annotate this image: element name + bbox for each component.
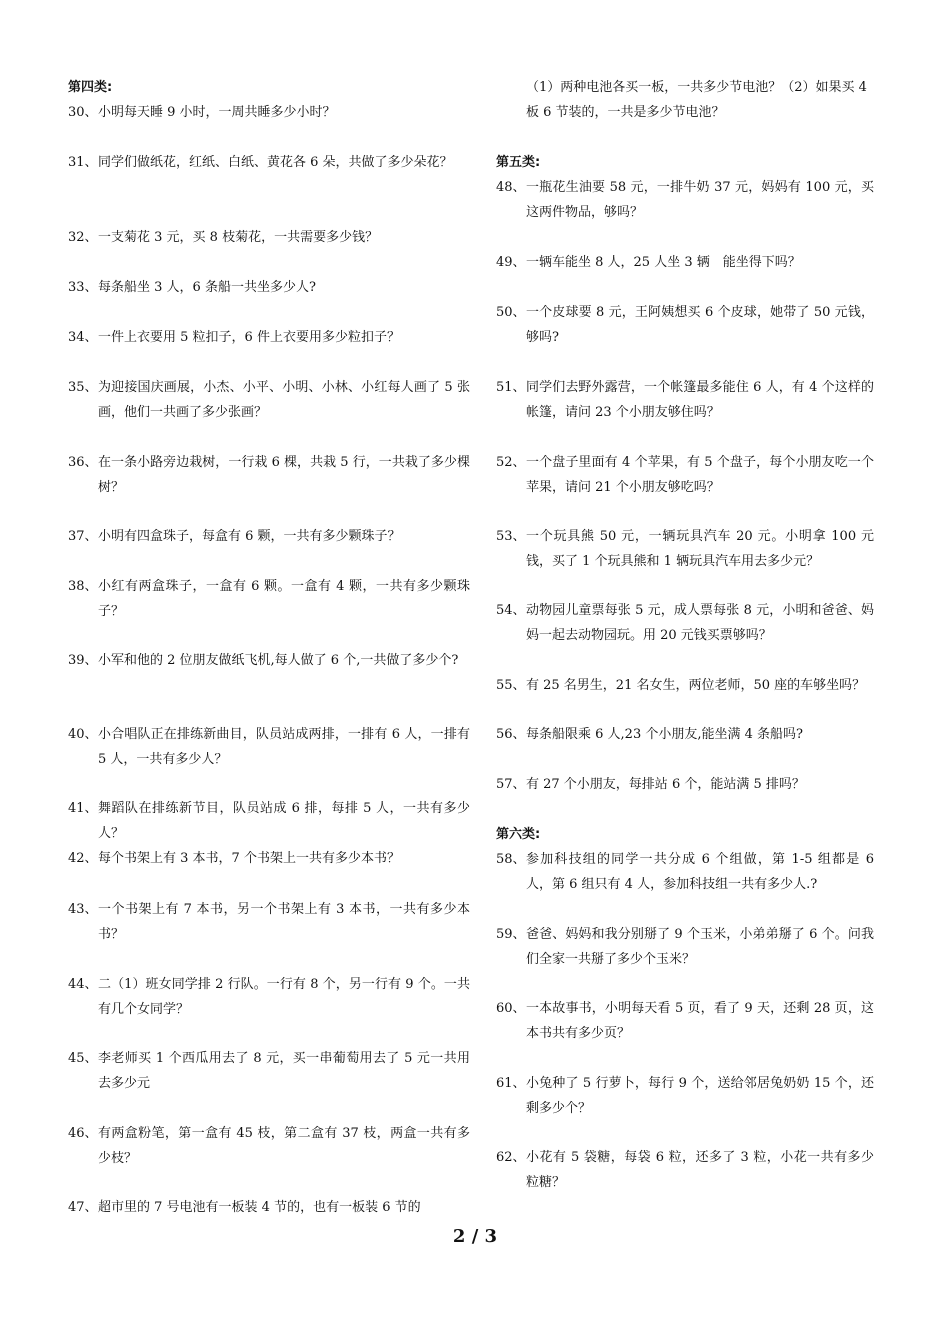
section-heading-6: 第六类: <box>496 827 541 842</box>
question-number: 58、 <box>496 852 526 867</box>
question-45 <box>68 1046 470 1096</box>
question-text: 有两盒粉笔，第一盒有 45 枝，第二盒有 37 枝，两盒一共有多少枝？ <box>98 1126 470 1166</box>
question-number: 37、 <box>68 529 98 544</box>
question-text: 李老师买 1 个西瓜用去了 8 元，买一串葡萄用去了 5 元一共用去多少元 <box>98 1051 470 1091</box>
question-39 <box>68 648 470 673</box>
question-text: 小红有两盒珠子，一盒有 6 颗。一盒有 4 颗，一共有多少颗珠子？ <box>98 579 470 619</box>
question-51 <box>496 375 874 425</box>
question-number: 62、 <box>496 1150 526 1165</box>
question-number: 44、 <box>68 977 98 992</box>
question-text: 有 27 个小朋友，每排站 6 个，能站满 5 排吗？ <box>526 777 805 792</box>
question-text: 在一条小路旁边栽树，一行栽 6 棵，共栽 5 行，一共栽了多少棵树？ <box>98 455 470 495</box>
question-number: 59、 <box>496 927 526 942</box>
question-number: 46、 <box>68 1126 98 1141</box>
question-number: 49、 <box>496 255 526 270</box>
page-number: 2 / 3 <box>452 1226 498 1247</box>
question-number: 45、 <box>68 1051 98 1066</box>
question-number: 57、 <box>496 777 526 792</box>
question-number: 35、 <box>68 380 98 395</box>
question-54 <box>496 598 874 648</box>
question-number: 38、 <box>68 579 98 594</box>
question-text: 超市里的 7 号电池有一板装 4 节的，也有一板装 6 节的 <box>98 1200 421 1215</box>
question-57 <box>496 772 874 797</box>
question-60 <box>496 996 874 1046</box>
question-text: 每条船限乘 6 人,23 个小朋友,能坐满 4 条船吗? <box>526 727 803 742</box>
question-56 <box>496 722 874 747</box>
question-text: 每条船坐 3 人，6 条船一共坐多少人? <box>98 280 316 295</box>
question-35 <box>68 375 470 425</box>
question-number: 52、 <box>496 455 526 470</box>
question-text: 小明每天睡 9 小时，一周共睡多少小时？ <box>98 105 336 120</box>
question-52 <box>496 450 874 500</box>
question-text: 小兔种了 5 行萝卜，每行 9 个，送给邻居兔奶奶 15 个，还剩多少个？ <box>526 1076 874 1116</box>
question-number: 50、 <box>496 305 526 320</box>
question-41 <box>68 796 470 846</box>
question-31 <box>68 150 470 175</box>
question-46 <box>68 1121 470 1171</box>
question-number: 31、 <box>68 155 98 170</box>
question-text: 动物园儿童票每张 5 元，成人票每张 8 元，小明和爸爸、妈妈一起去动物园玩。用 20 元钱买票够吗？ <box>526 603 874 643</box>
question-number: 47、 <box>68 1200 98 1215</box>
question-number: 34、 <box>68 330 98 345</box>
question-38 <box>68 574 470 624</box>
question-text: 小明有四盒珠子，每盒有 6 颗，一共有多少颗珠子？ <box>98 529 401 544</box>
question-number: 51、 <box>496 380 526 395</box>
question-text: 一件上衣要用 5 粒扣子，6 件上衣要用多少粒扣子？ <box>98 330 400 345</box>
section-heading-4: 第四类: <box>68 80 113 95</box>
question-58 <box>496 847 874 897</box>
question-text: 二（1）班女同学排 2 行队。一行有 8 个，另一行有 9 个。一共有几个女同学？ <box>98 977 470 1017</box>
question-text: 一辆车能坐 8 人，25 人坐 3 辆 能坐得下吗？ <box>526 255 801 270</box>
question-number: 55、 <box>496 678 526 693</box>
question-text: 一个书架上有 7 本书，另一个书架上有 3 本书，一共有多少本书？ <box>98 902 470 942</box>
question-text: 一个玩具熊 50 元，一辆玩具汽车 20 元。小明拿 100 元钱，买了 1 个玩具熊和 1 辆玩具汽车用去多少元？ <box>526 529 874 569</box>
question-40 <box>68 722 470 772</box>
question-62 <box>496 1145 874 1195</box>
question-number: 54、 <box>496 603 526 618</box>
question-text: 一支菊花 3 元，买 8 枝菊花，一共需要多少钱？ <box>98 230 379 245</box>
question-text: 一个盘子里面有 4 个苹果，有 5 个盘子，每个小朋友吃一个苹果，请问 21 个小朋友够吃吗？ <box>526 455 874 495</box>
question-text: 小军和他的 2 位朋友做纸飞机,每人做了 6 个,一共做了多少个? <box>98 653 459 668</box>
question-text: 小花有 5 袋糖，每袋 6 粒，还多了 3 粒，小花一共有多少粒糖？ <box>526 1150 874 1190</box>
question-34 <box>68 325 470 350</box>
question-text: 同学们做纸花，红纸、白纸、黄花各 6 朵，共做了多少朵花？ <box>98 155 453 170</box>
question-number: 42、 <box>68 851 98 866</box>
question-number: 48、 <box>496 180 526 195</box>
question-43 <box>68 897 470 947</box>
question-53 <box>496 524 874 574</box>
question-37 <box>68 524 470 549</box>
question-number: 40、 <box>68 727 98 742</box>
question-number: 36、 <box>68 455 98 470</box>
question-number: 60、 <box>496 1001 526 1016</box>
question-text: 有 25 名男生，21 名女生，两位老师，50 座的车够坐吗？ <box>526 678 866 693</box>
question-47-continuation: （1）两种电池各买一板，一共多少节电池？（2）如果买 4 板 6 节装的，一共是多少节电池？ <box>526 80 867 120</box>
question-30 <box>68 100 470 125</box>
question-49 <box>496 250 874 275</box>
question-number: 53、 <box>496 529 526 544</box>
question-55 <box>496 673 874 698</box>
question-50 <box>496 300 874 350</box>
question-48 <box>496 175 874 225</box>
question-number: 61、 <box>496 1076 526 1091</box>
question-text: 参加科技组的同学一共分成 6 个组做，第 1-5 组都是 6 人，第 6 组只有 4 人，参加科技组一共有多少人.? <box>526 852 874 892</box>
question-47 <box>68 1195 470 1220</box>
question-text: 每个书架上有 3 本书，7 个书架上一共有多少本书？ <box>98 851 400 866</box>
question-text: 爸爸、妈妈和我分别掰了 9 个玉米，小弟弟掰了 6 个。问我们全家一共掰了多少个玉米？ <box>526 927 874 967</box>
question-61 <box>496 1071 874 1121</box>
question-59 <box>496 922 874 972</box>
question-text: 一本故事书，小明每天看 5 页，看了 9 天，还剩 28 页，这本书共有多少页？ <box>526 1001 874 1041</box>
question-number: 56、 <box>496 727 526 742</box>
section-heading-5: 第五类: <box>496 155 541 170</box>
question-number: 32、 <box>68 230 98 245</box>
question-number: 39、 <box>68 653 98 668</box>
question-44 <box>68 972 470 1022</box>
question-36 <box>68 450 470 500</box>
question-number: 33、 <box>68 280 98 295</box>
question-text: 小合唱队正在排练新曲目，队员站成两排，一排有 6 人，一排有 5 人，一共有多少人？ <box>98 727 470 767</box>
question-text: 为迎接国庆画展，小杰、小平、小明、小林、小红每人画了 5 张画，他们一共画了多少张画？ <box>98 380 470 420</box>
question-number: 30、 <box>68 105 98 120</box>
question-33 <box>68 275 470 300</box>
question-number: 43、 <box>68 902 98 917</box>
question-32 <box>68 225 470 250</box>
question-text: 一个皮球要 8 元，王阿姨想买 6 个皮球，她带了 50 元钱，够吗? <box>526 305 874 345</box>
question-42 <box>68 846 470 871</box>
question-number: 41、 <box>68 801 98 816</box>
question-text: 一瓶花生油要 58 元，一排牛奶 37 元，妈妈有 100 元，买这两件物品，够吗？ <box>526 180 874 220</box>
question-text: 舞蹈队在排练新节目，队员站成 6 排，每排 5 人，一共有多少人？ <box>98 801 470 841</box>
question-text: 同学们去野外露营，一个帐篷最多能住 6 人，有 4 个这样的帐篷，请问 23 个小朋友够住吗？ <box>526 380 874 420</box>
